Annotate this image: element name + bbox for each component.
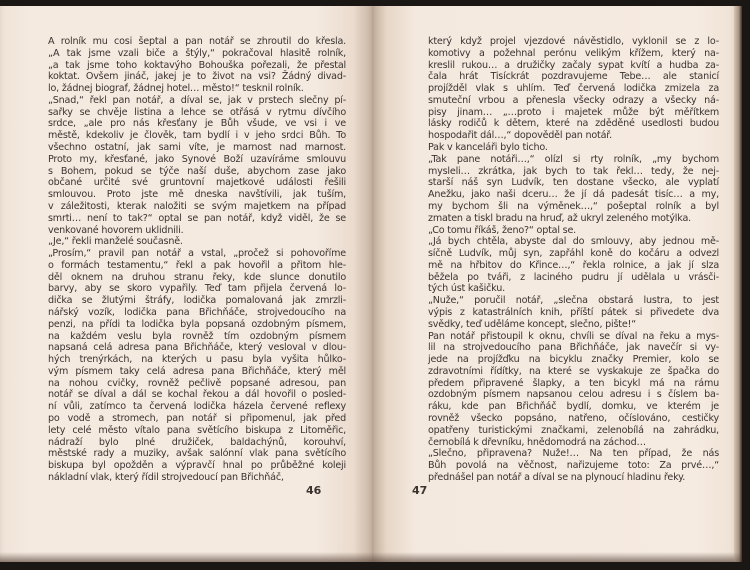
text-line: zmaten a tiskl bradu na hruď, až ukryl zeleného motýlka. <box>428 212 691 224</box>
text-line: barvy, aby se skoro vypařily. Teď tam přijela červená lo- <box>48 283 346 295</box>
text-line: ráku, kde pan Břichňáč bydlí, domku, ve kterém je <box>428 401 719 413</box>
text-line: tých úst kašičku. <box>428 283 505 295</box>
text-line: vým písmem taky celá adresa pana Břichňáče, který měl <box>48 365 346 377</box>
text-line: hých trenýrkách, na kterých u pasu byla vyšita hůlko- <box>48 354 346 366</box>
right-page-number: 47 <box>412 484 428 497</box>
text-line: venkované hovorem uklidnili. <box>48 224 184 236</box>
text-line: zdravotními řídítky, na které se vyskakuje ze špačka do <box>428 365 719 377</box>
text-line: lásky rodičů k dětem, které na zděděné usedlosti budou <box>428 118 719 130</box>
left-page-text <box>48 36 346 484</box>
text-line: dička se žlutými štráfy, lodička pomalovaná jak zmrzli- <box>48 295 346 307</box>
text-line: s Bohem, pokud se týče naší duše, abychom zase jako <box>48 165 346 177</box>
text-line: mě na hřbitov do Křince…,“ řekla rolnice, a jak jí slza <box>428 259 719 271</box>
open-book <box>0 6 742 562</box>
text-line: „Snad,“ řekl pan notář, a díval se, jak v prstech slečny pí- <box>48 94 346 106</box>
left-page <box>0 6 372 562</box>
text-line: penzi, na přídi ta lodička byla popsaná ozdobným písmem, <box>48 318 346 330</box>
text-line: přednášel pan notář a díval se na plynoucí hladinu řeky. <box>428 471 686 483</box>
text-line: nákladní vlak, který řídil strojvedoucí pan Břichňáč, <box>48 471 284 483</box>
text-line: Bůh povolá na věčnost, nařizujeme toto: Za prvé…,“ <box>428 460 719 472</box>
text-line: který když projel vjezdové návěstidlo, vyklonil se z lo- <box>428 36 719 47</box>
text-line: notář se díval a dál se kochal řekou a dál hovořil o posled- <box>48 389 346 401</box>
text-line: smuteční vrbou a přenesla všecky odrazy a všecky ná- <box>428 94 719 106</box>
text-line: starší náš syn Ludvík, ten dostane všecko, ale vyplatí <box>428 177 719 189</box>
text-line: projížděl vlak s uhlím. Teď červená lodička zmizela za <box>428 83 719 95</box>
text-line: výpis z katastrálních knih, příští pátek si přivedete dva <box>428 306 719 318</box>
text-line: pisy jinam… „…proto i majetek může být měřítkem <box>428 106 719 118</box>
text-line: jede na projížďku na bicyklu značky Premier, kolo se <box>428 354 719 366</box>
text-line: Pak v kanceláři bylo ticho. <box>428 142 548 154</box>
text-line: „Slečno, připravena? Nuže!… Na ten případ, že nás <box>428 448 719 460</box>
text-line: Pan notář přistoupil k oknu, chvíli se díval na řeku a mys- <box>428 330 719 342</box>
text-line: hospodařit dál…,“ dopověděl pan notář. <box>428 130 613 142</box>
text-line: městě, kdekoliv je člověk, tam bydlí i v jeho srdci Bůh. To <box>48 130 346 142</box>
text-line: srdce, „ale pro nás křesťany je Bůh všude, ve vsi i ve <box>48 118 346 130</box>
text-line: čala hrát Tisíckrát pozdravujeme Tebe… ale stanicí <box>428 71 719 83</box>
text-line: děl oknem na druhou stranu řeky, kde slunce donutilo <box>48 271 346 283</box>
text-line: na nohou cvičky, rovněž pečlivě popsané adresou, pan <box>48 377 346 389</box>
text-line: „Co tomu říkáš, ženo?“ optal se. <box>428 224 577 236</box>
right-page <box>372 6 734 562</box>
text-line: napsaná celá adresa pana Břichňáče, který vesloval v dlou- <box>48 342 346 354</box>
text-line: my bychom šli na výměnek…,“ pošeptal rolník a byl <box>428 200 719 212</box>
left-page-number: 46 <box>306 484 322 497</box>
text-line: svědky, teď uděláme koncept, slečno, pište!“ <box>428 318 636 330</box>
text-line: ozdobným písmem napsanou celou adresu i s číslem ba- <box>428 389 719 401</box>
text-line: všechno ostatní, jak sami víte, je marnost nad marnost. <box>48 142 346 154</box>
text-line: síčně Ludvík, můj syn, zapřáhl koně do kočáru a odvezl <box>428 248 719 260</box>
text-line: opatřeny turistickými značkami, zelenobílá na zahrádku, <box>428 424 719 436</box>
text-line: o formách testamentu,“ řekl a pak hovořil a přitom hle- <box>48 259 346 271</box>
text-line: kreslil rukou… a družičky začaly sypat kvítí a hudba za- <box>428 59 719 71</box>
text-line: občané určité své gruntovní majetkové události řešili <box>48 177 346 189</box>
text-line: smlouvou. Proto jste mě dneska navštívili, jak tuším, <box>48 189 346 201</box>
text-line: v záležitosti, kterak naložiti se svým majetkem na případ <box>48 200 346 212</box>
text-line: smrti… není to tak?“ optal se pan notář, když viděl, že se <box>48 212 346 224</box>
text-line: nářský vozík, lodička pana Břichňáče, strojvedoucího na <box>48 306 346 318</box>
text-line: lo, žádnej biograf, žádnej hotel… město!“ tesknil rolník. <box>48 83 304 95</box>
text-line: sařky se chvěje listina a lehce se otřásá v rytmu dívčího <box>48 106 346 118</box>
text-line: biskupa byl opožděn a výpravčí hnal po průběžné koleji <box>48 460 346 472</box>
text-line: Anežku, jako naši dceru… že jí dá padesát tisíc… a my, <box>428 189 719 201</box>
text-line: koktat. Ovšem jináč, jakej je to život na vsi? Žádný divad- <box>48 71 346 83</box>
text-line: „A tak jsme vzali biče a štýly,“ pokračoval hlasitě rolník, <box>48 47 346 59</box>
text-line: komotivy a požehnal perónu velikým křížem, který na- <box>428 47 719 59</box>
text-line: Proto my, křesťané, jako Synové Boží uzavíráme smlouvu <box>48 153 346 165</box>
text-line: A rolník mu cosi šeptal a pan notář se zhroutil do křesla. <box>48 36 346 47</box>
text-line: předem připravené šlapky, a ten bicykl má na rámu <box>428 377 719 389</box>
text-line: lil na strojvedoucího pana Břichňáče, jak navečír si vy- <box>428 342 719 354</box>
text-line: „a tak jsme toho koktavýho Bohouška pořezali, že přestal <box>48 59 346 71</box>
bottom-shadow <box>0 552 742 562</box>
text-line: černobílá k dřevníku, hnědomodrá na záchod… <box>428 436 646 448</box>
text-line: městské rady a muziky, avšak salónní vlak pana světícího <box>48 448 346 460</box>
text-line: rovněž všecko popsáno, natřeno, očíslováno, cestičky <box>428 413 719 424</box>
page-block-edge <box>734 6 742 562</box>
text-line: „Je,“ řekli manželé současně. <box>48 236 183 248</box>
text-line: „Tak pane notáři…,“ olízl si rty rolník, „my bychom <box>428 153 719 165</box>
text-line: na každém veslu byla rovněž tím ozdobným písmem <box>48 330 346 342</box>
text-line: lety celé město vítalo pana světícího biskupa z Litoměřic, <box>48 424 346 436</box>
text-line: běžela po tváři, z laciného pudru jí udělala u vrásči- <box>428 271 719 283</box>
text-line: „Já bych chtěla, abyste dal do smlouvy, aby jednou mě- <box>428 236 719 248</box>
text-line: ní vůli, zatímco ta červená lodička házela červené reflexy <box>48 401 346 413</box>
text-line: mysleli… zkrátka, jak bych to tak řekl… tedy, že nej- <box>428 165 719 177</box>
text-line: „Prosím,“ pravil pan notář a vstal, „pročež si pohovoříme <box>48 248 346 260</box>
text-line: nádraží bylo plné družiček, baldachýnů, korouhví, <box>48 436 346 448</box>
right-page-text <box>428 36 719 484</box>
text-line: po vodě a stromech, pan notář si připomenul, jak před <box>48 413 346 424</box>
text-line: „Nuže,“ poručil notář, „slečna obstará lustra, to jest <box>428 295 719 307</box>
